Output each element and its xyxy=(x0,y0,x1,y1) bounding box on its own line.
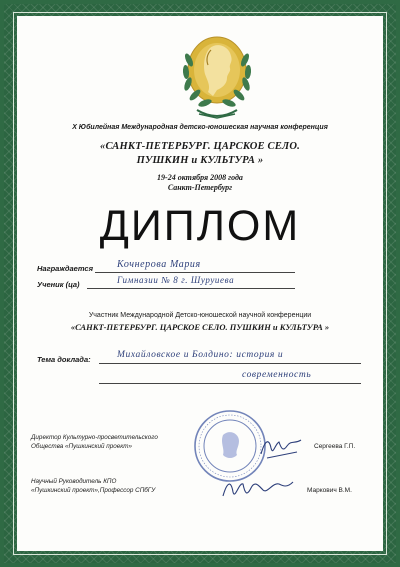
student-value: Гимназии № 8 г. Шуруиева xyxy=(117,275,235,285)
conference-title: X Юбилейная Международная детско-юношеская научная конференция xyxy=(72,124,328,131)
director-title-line2: Общества «Пушкинский проект» xyxy=(31,443,133,450)
laurel-pushkin-emblem-icon xyxy=(177,30,257,124)
student-label: Ученик (ца) xyxy=(37,280,80,289)
participant-line2: «САНКТ-ПЕТЕРБУРГ. ЦАРСКОЕ СЕЛО. ПУШКИН и КУЛЬТУРА » xyxy=(70,322,330,332)
conference-theme-line2: ПУШКИН и КУЛЬТУРА » xyxy=(136,155,264,166)
report-label: Тема доклада: xyxy=(37,355,91,364)
awarded-label: Награждается xyxy=(37,264,94,273)
diploma-title: ДИПЛОМ xyxy=(99,202,301,250)
conference-theme-line1: «САНКТ-ПЕТЕРБУРГ. ЦАРСКОЕ СЕЛО. xyxy=(100,141,300,152)
supervisor-title-line1: Научный Руководитель КПО xyxy=(31,478,117,485)
conference-dates: 19-24 октября 2008 года xyxy=(157,173,243,182)
participant-line1: Участник Международной Детско-юношеской научной конференции xyxy=(88,312,312,319)
round-seal-stamp-icon xyxy=(193,409,267,483)
awarded-value: Кочнерова Мария xyxy=(117,259,201,270)
report-line2 xyxy=(99,372,361,384)
report-value-line2: современность xyxy=(242,370,312,380)
director-title-line1: Директор Культурно-просветительского xyxy=(31,434,158,441)
supervisor-title-line2: «Пушкинский проект»,Профессор СПбГУ xyxy=(31,487,156,494)
director-signature xyxy=(257,434,307,460)
conference-city: Санкт-Петербург xyxy=(167,183,233,192)
diploma-paper xyxy=(17,16,383,551)
supervisor-name: Маркович В.М. xyxy=(307,487,352,494)
director-name: Сергеева Г.П. xyxy=(314,443,356,450)
report-value-line1: Михайловское и Болдино: история и xyxy=(117,350,284,360)
supervisor-signature xyxy=(217,474,297,504)
